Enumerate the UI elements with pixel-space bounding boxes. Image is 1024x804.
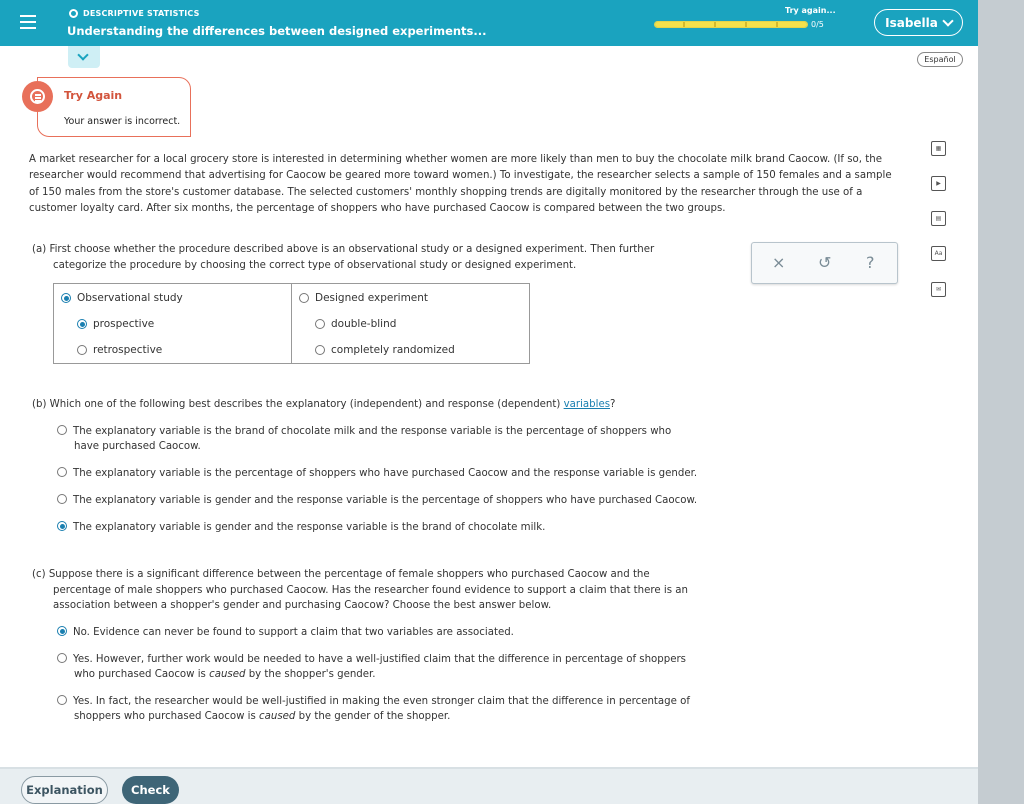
option-text: The explanatory variable is gender and the response variable is the brand of chocolate milk. xyxy=(73,522,546,533)
topic-circle-icon xyxy=(69,9,78,18)
feedback-box xyxy=(37,77,191,137)
mail-icon[interactable]: ✉ xyxy=(931,282,946,297)
part-c-line3: association between a shopper's gender and purchasing Caocow? Choose the best answer below. xyxy=(53,600,552,612)
part-a-line1: First choose whether the procedure described above is an observational study or a designed experiment. Then further xyxy=(49,244,655,255)
option-text: The explanatory variable is the brand of chocolate milk and the response variable is the percentage of shoppers who xyxy=(73,426,672,437)
option-text: The explanatory variable is the percentage of shoppers who have purchased Caocow and the response variable is gender. xyxy=(73,468,698,479)
part-c-option-2[interactable] xyxy=(57,652,686,682)
part-b-text: Which one of the following best describes the explanatory (independent) and response (dependent) xyxy=(49,399,561,410)
clear-icon[interactable]: × xyxy=(772,253,786,272)
option-text-part: shoppers who purchased Caocow is xyxy=(74,711,260,722)
part-b-option-1[interactable] xyxy=(57,424,671,454)
right-margin xyxy=(978,0,1024,804)
progress-status: Try again... xyxy=(785,6,836,15)
feedback-icon xyxy=(22,81,53,112)
progress-fill xyxy=(655,22,807,27)
chevron-down-icon xyxy=(77,49,88,60)
part-a-line2: categorize the procedure by choosing the correct type of observational study or designed experiment. xyxy=(53,260,577,272)
option-observational-study[interactable] xyxy=(61,292,183,304)
option-text-cont xyxy=(57,667,686,682)
page-title: Understanding the differences between designed experiments... xyxy=(67,24,487,38)
feedback-title: Try Again xyxy=(64,89,123,102)
radio-icon xyxy=(77,345,87,355)
feedback-message: Your answer is incorrect. xyxy=(64,116,181,127)
collapse-header-button[interactable] xyxy=(68,46,100,68)
topic-label: DESCRIPTIVE STATISTICS xyxy=(83,9,200,18)
option-text-part: by the gender of the shopper. xyxy=(295,711,451,722)
radio-icon xyxy=(57,425,67,435)
check-button[interactable]: Check xyxy=(122,776,179,804)
radio-icon xyxy=(57,695,67,705)
top-header xyxy=(0,0,978,46)
help-icon[interactable]: ? xyxy=(866,253,875,272)
glossary-icon[interactable]: Aa xyxy=(931,246,946,261)
part-c-line2: percentage of male shoppers who purchased Caocow. Has the researcher found evidence to support a claim that there is an xyxy=(53,585,688,597)
radio-selected-icon xyxy=(57,521,67,531)
calculator-icon[interactable]: ▦ xyxy=(931,141,946,156)
option-text: The explanatory variable is gender and the response variable is the percentage of shoppers who have purchased Caocow. xyxy=(73,495,698,506)
option-designed-experiment[interactable] xyxy=(299,292,428,304)
explanation-button[interactable]: Explanation xyxy=(21,776,108,804)
part-b-option-2[interactable] xyxy=(57,466,697,481)
option-label: prospective xyxy=(93,318,155,330)
radio-selected-icon xyxy=(77,319,87,329)
progress-segment xyxy=(776,22,778,27)
part-a-label: (a) xyxy=(32,244,47,255)
part-b-option-3[interactable] xyxy=(57,493,697,508)
radio-selected-icon xyxy=(61,293,71,303)
progress-bar xyxy=(654,21,808,28)
book-icon[interactable]: ▤ xyxy=(931,211,946,226)
part-c-option-3[interactable] xyxy=(57,694,690,724)
progress-segment xyxy=(714,22,716,27)
part-b-question xyxy=(32,397,722,413)
chevron-down-icon xyxy=(942,15,953,26)
option-label: Observational study xyxy=(77,292,183,304)
part-b-option-4[interactable] xyxy=(57,520,545,535)
option-completely-randomized[interactable] xyxy=(315,344,455,356)
user-name: Isabella xyxy=(885,15,938,30)
radio-icon xyxy=(299,293,309,303)
progress-segment xyxy=(683,22,685,27)
video-icon[interactable]: ▶ xyxy=(931,176,946,191)
part-b-question-mark: ? xyxy=(610,399,616,410)
progress-count: 0/5 xyxy=(811,20,824,29)
option-label: Designed experiment xyxy=(315,292,429,304)
language-button[interactable]: Español xyxy=(917,52,963,67)
option-text-part: by the shopper's gender. xyxy=(245,669,376,680)
part-c-question xyxy=(32,567,732,613)
radio-icon xyxy=(315,319,325,329)
option-prospective[interactable] xyxy=(77,318,154,330)
variables-link[interactable]: variables xyxy=(563,399,611,410)
part-c-line1: Suppose there is a significant difference between the percentage of female shoppers who purchased Caocow and the xyxy=(48,569,650,580)
undo-icon[interactable]: ↺ xyxy=(818,253,832,272)
part-c-label: (c) xyxy=(32,569,46,580)
radio-icon xyxy=(57,467,67,477)
option-text-part: who purchased Caocow is xyxy=(74,669,210,680)
option-text-emphasis: caused xyxy=(209,669,246,680)
problem-statement: A market researcher for a local grocery store is interested in determining whether women are more likely than men to buy the chocolate milk brand Caocow. (If so, the researcher would recommend that advertising for Caocow be geared more toward women.) To investigate, the researcher selects a sample of 150 females and a sample of 150 males from the store's customer database. The selected customers' monthly shopping trends are digitally monitored by the researcher through the use of a customer loyalty card. After six months, the percentage of shoppers who have purchased Caocow is compared between the two groups. xyxy=(29,154,892,214)
option-text: No. Evidence can never be found to support a claim that two variables are associated. xyxy=(73,627,514,638)
study-type-table xyxy=(53,283,530,364)
menu-icon[interactable] xyxy=(20,15,36,29)
option-label: double-blind xyxy=(331,318,397,330)
option-text-cont xyxy=(57,709,690,724)
topic-row xyxy=(69,9,200,18)
answer-toolbox xyxy=(751,242,898,284)
option-text: Yes. However, further work would be needed to have a well-justified claim that the difference in percentage of shoppers xyxy=(73,654,686,665)
option-label: retrospective xyxy=(93,344,163,356)
option-text-cont: have purchased Caocow. xyxy=(74,441,201,452)
part-b-label: (b) xyxy=(32,399,47,410)
part-a-question xyxy=(32,242,722,275)
option-label: completely randomized xyxy=(331,344,455,356)
option-retrospective[interactable] xyxy=(77,344,162,356)
option-double-blind[interactable] xyxy=(315,318,396,330)
option-text: Yes. In fact, the researcher would be well-justified in making the even stronger claim that the difference in percentage of xyxy=(73,696,690,707)
part-c-option-1[interactable] xyxy=(57,625,514,640)
radio-icon xyxy=(57,494,67,504)
radio-selected-icon xyxy=(57,626,67,636)
progress-segment xyxy=(745,22,747,27)
option-text-emphasis: caused xyxy=(259,711,296,722)
radio-icon xyxy=(57,653,67,663)
table-divider xyxy=(291,284,292,363)
radio-icon xyxy=(315,345,325,355)
user-menu-button[interactable] xyxy=(874,9,963,36)
